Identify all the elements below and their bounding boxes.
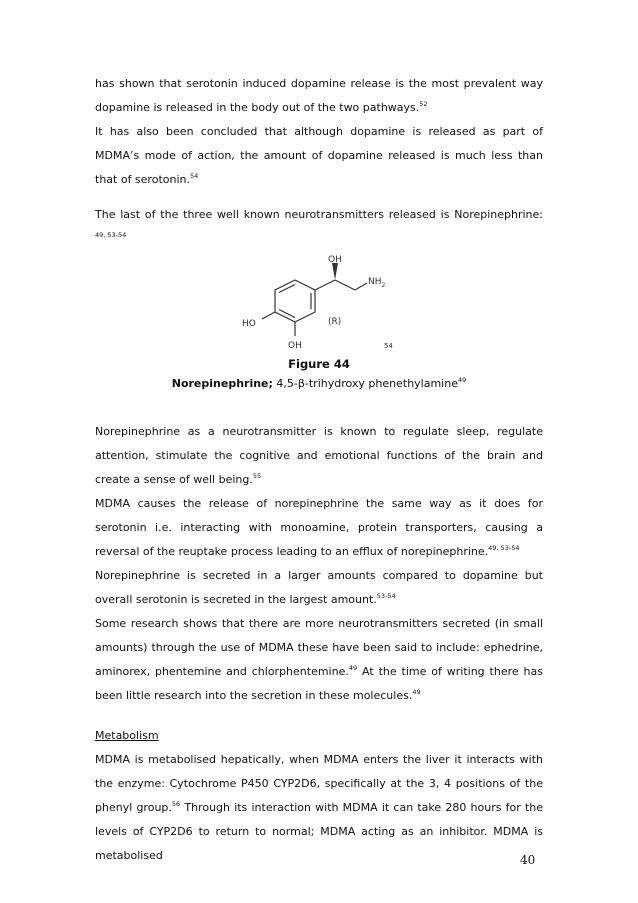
text-line xyxy=(95,120,543,192)
label-nh: $NH_2$ xyxy=(368,277,386,289)
label-oh-top: OH xyxy=(328,255,342,265)
sentence: Norepinephrine is secreted in a larger amounts compared to dopamine but overall serotonin is secreted in the largest amount. xyxy=(95,569,543,606)
section-heading: Metabolism xyxy=(95,729,159,742)
sentence: At the time of writing there has been little research into the secretion in these molecules. xyxy=(95,665,543,702)
sentence: has shown that serotonin induced dopamine release is the most prevalent way dopamine is released in the body out of the two pathways. xyxy=(95,77,543,114)
paragraph-metabolism xyxy=(95,724,543,868)
sentence: Norepinephrine as a neurotransmitter is known to regulate sleep, regulate attention, stimulate the cognitive and emotional functions of the brain and create a sense of well being. xyxy=(95,425,543,486)
norepinephrine-structure-diagram xyxy=(220,250,430,355)
label-oh-bottom: OH xyxy=(288,341,302,351)
paragraph-other-neurotransmitters xyxy=(95,612,543,708)
paragraph-dopamine xyxy=(95,72,543,192)
citation: 49 xyxy=(457,376,467,384)
citation: 56 xyxy=(171,800,181,808)
figure-title: Figure 44 xyxy=(288,357,350,371)
text-line xyxy=(95,748,543,868)
text-line xyxy=(95,72,543,120)
sentence: Some research shows that there are more neurotransmitters secreted (in small amounts) through the use of MDMA these have been said to include: ephedrine, aminorex, phentemine and chlorphentemine. xyxy=(95,617,543,678)
text-line xyxy=(95,420,543,492)
paragraph-norepinephrine-function xyxy=(95,420,543,612)
label-stereo: (R) xyxy=(328,317,342,327)
label-ho: HO xyxy=(242,319,256,329)
sentence: The last of the three well known neurotransmitters released is Norepinephrine: xyxy=(95,208,543,221)
caption-bold: Norepinephrine; xyxy=(171,377,273,390)
citation: 53-54 xyxy=(376,592,396,600)
figure-citation: 54 xyxy=(384,342,393,350)
text-line xyxy=(95,612,543,708)
sentence: It has also been concluded that although dopamine is released as part of MDMA’s mode of action, the amount of dopamine released is much less than that of serotonin. xyxy=(95,125,543,186)
citation: 52 xyxy=(419,100,428,108)
figure-caption xyxy=(0,377,638,390)
page-number: 40 xyxy=(520,853,536,867)
text-line xyxy=(95,564,543,612)
citation: 54 xyxy=(189,172,199,180)
paragraph-norepinephrine-intro xyxy=(95,203,543,251)
sentence: MDMA causes the release of norepinephrine the same way as it does for serotonin i.e. interacting with monoamine, protein transporters, causing a reversal of the reuptake process leading to an efflux of norepinephrine. xyxy=(95,497,543,558)
citation: 49, 53-54 xyxy=(95,231,127,239)
text-line xyxy=(95,492,543,564)
text-line xyxy=(95,203,543,251)
citation: 49 xyxy=(412,688,421,696)
sentence: MDMA is metabolised hepatically, when MDMA enters the liver it interacts with the enzyme: Cytochrome P450 CYP2D6, specifically at the 3, 4 positions of the phenyl group. xyxy=(95,753,543,814)
citation: 55 xyxy=(252,472,262,480)
citation: 49 xyxy=(348,664,358,672)
citation: 49, 53-54 xyxy=(488,544,520,552)
caption-text: 4,5-β-trihydroxy phenethylamine xyxy=(272,377,458,390)
sentence: Through its interaction with MDMA it can take 280 hours for the levels of CYP2D6 to return to normal; MDMA acting as an inhibitor. MDMA is metabolised xyxy=(95,801,543,862)
